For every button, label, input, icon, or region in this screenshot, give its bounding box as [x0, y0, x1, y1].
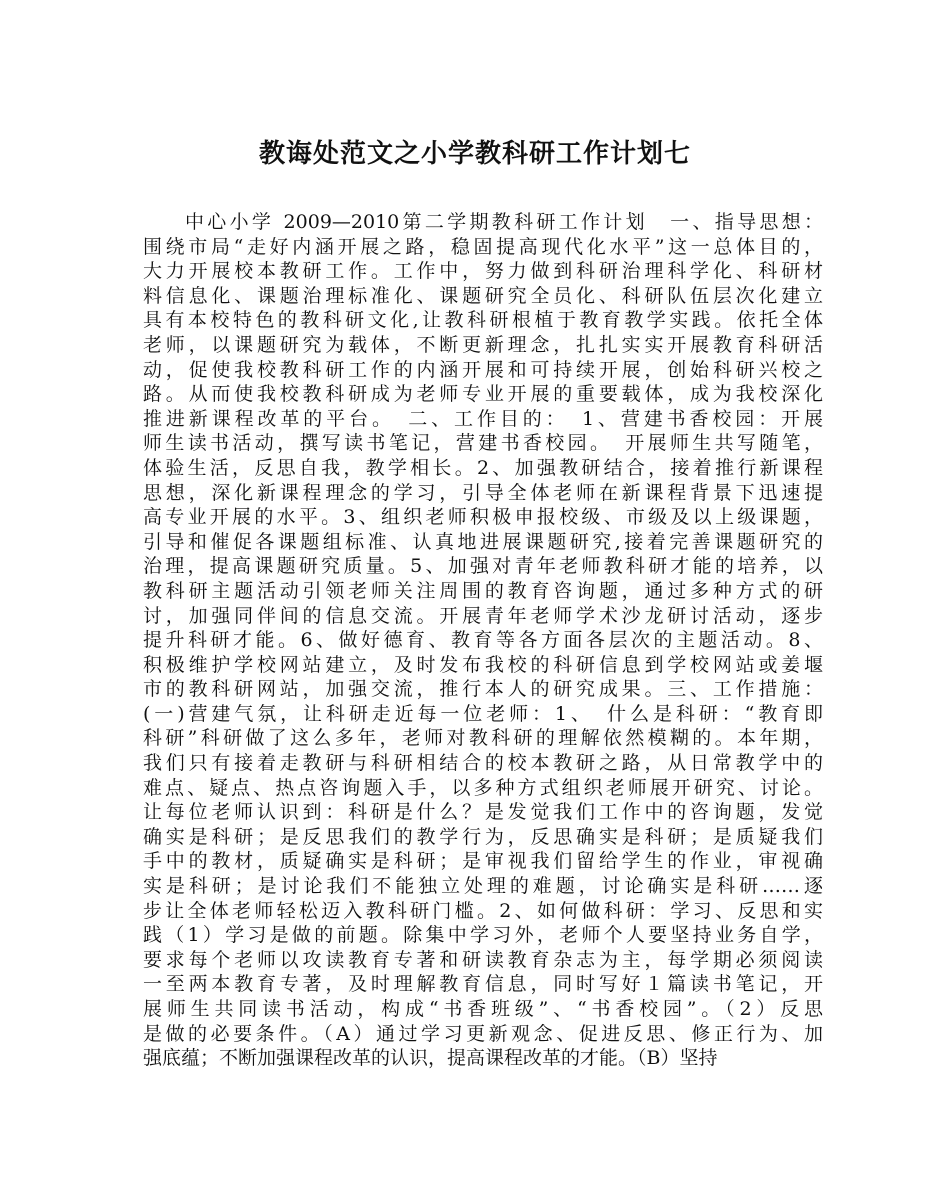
body-line: 践（1）学习是做的前题。除集中学习外，老师个人要坚持业务自学，	[143, 924, 823, 947]
body-line: 要求每个老师以攻读教育专著和研读教育杂志为主，每学期必须阅读	[143, 948, 823, 971]
body-line: 高专业开展的水平。3、组织老师积极申报校级、市级及以上级课题，	[143, 506, 823, 529]
body-line: 料信息化、课题治理标准化、课题研究全员化、科研队伍层次化建立	[143, 284, 823, 307]
body-line: 让每位老师认识到：科研是什么？是发觉我们工作中的咨询题，发觉	[143, 801, 823, 824]
body-line: 科研”科研做了这么多年，老师对教科研的理解依然模糊的。本年期，	[143, 727, 823, 750]
document-title: 教诲处范文之小学教科研工作计划七	[258, 139, 691, 169]
body-line: 体验生活，反思自我，教学相长。2、加强教研结合，接着推行新课程	[143, 456, 823, 479]
body-line: 确实是科研；是反思我们的教学行为，反思确实是科研；是质疑我们	[143, 825, 823, 848]
body-line: 老师，以课题研究为载体，不断更新理念，扎扎实实开展教育科研活	[143, 333, 823, 356]
body-line: 手中的教材，质疑确实是科研；是审视我们留给学生的作业，审视确	[143, 850, 823, 873]
body-line: 中心小学 2009—2010第二学期教科研工作计划 一、指导思想：	[185, 211, 823, 233]
body-line: 讨，加强同伴间的信息交流。开展青年老师学术沙龙研讨活动，逐步	[143, 604, 823, 627]
body-line: 市的教科研网站，加强交流，推行本人的研究成果。三、工作措施：	[143, 678, 823, 701]
body-line: 围绕市局“走好内涵开展之路，稳固提高现代化水平”这一总体目的，	[143, 235, 823, 258]
body-line: 我们只有接着走教研与科研相结合的校本教研之路，从日常教学中的	[143, 752, 823, 775]
body-line: 实是科研；是讨论我们不能独立处理的难题，讨论确实是科研……逐	[143, 875, 823, 898]
body-line: 具有本校特色的教科研文化,让教科研根植于教育教学实践。依托全体	[143, 309, 823, 332]
body-line: 展师生共同读书活动，构成“书香班级”、“书香校园”。（2）反思	[143, 998, 823, 1020]
body-line: 强底蕴；不断加强课程改革的认识，提高课程改革的才能。（B）坚持	[143, 1047, 718, 1070]
body-line: 思想，深化新课程理念的学习，引导全体老师在新课程背景下迅速提	[143, 481, 823, 504]
body-line: 推进新课程改革的平台。 二、工作目的： 1、营建书香校园：开展	[143, 407, 823, 430]
body-line: 治理，提高课题研究质量。5、加强对青年老师教科研才能的培养，以	[143, 555, 823, 578]
body-line: 教科研主题活动引领老师关注周围的教育咨询题，通过多种方式的研	[143, 579, 823, 602]
body-line: 积极维护学校网站建立，及时发布我校的科研信息到学校网站或姜堰	[143, 653, 823, 676]
body-line: (一)营建气氛，让科研走近每一位老师：1、 什么是科研：“教育即	[143, 702, 823, 725]
body-line: 步让全体老师轻松迈入教科研门槛。2、如何做科研：学习、反思和实	[143, 899, 823, 922]
body-line: 引导和催促各课题组标准、认真地进展课题研究,接着完善课题研究的	[143, 530, 823, 553]
body-line: 一至两本教育专著，及时理解教育信息，同时写好１篇读书笔记，开	[143, 973, 823, 996]
body-line: 动，促使我校教科研工作的内涵开展和可持续开展，创始科研兴校之	[143, 358, 823, 381]
body-line: 难点、疑点、热点咨询题入手，以多种方式组织老师展开研究、讨论。	[143, 776, 823, 799]
body-line: 路。从而使我校教科研成为老师专业开展的重要载体，成为我校深化	[143, 383, 823, 406]
body-line: 是做的必要条件。（A）通过学习更新观念、促进反思、修正行为、加	[143, 1022, 823, 1045]
body-line: 师生读书活动，撰写读书笔记，营建书香校园。 开展师生共写随笔，	[143, 432, 823, 455]
body-line: 提升科研才能。6、做好德育、教育等各方面各层次的主题活动。8、	[143, 629, 823, 652]
body-line: 大力开展校本教研工作。工作中，努力做到科研治理科学化、科研材	[143, 260, 823, 283]
document-body	[143, 210, 823, 1071]
